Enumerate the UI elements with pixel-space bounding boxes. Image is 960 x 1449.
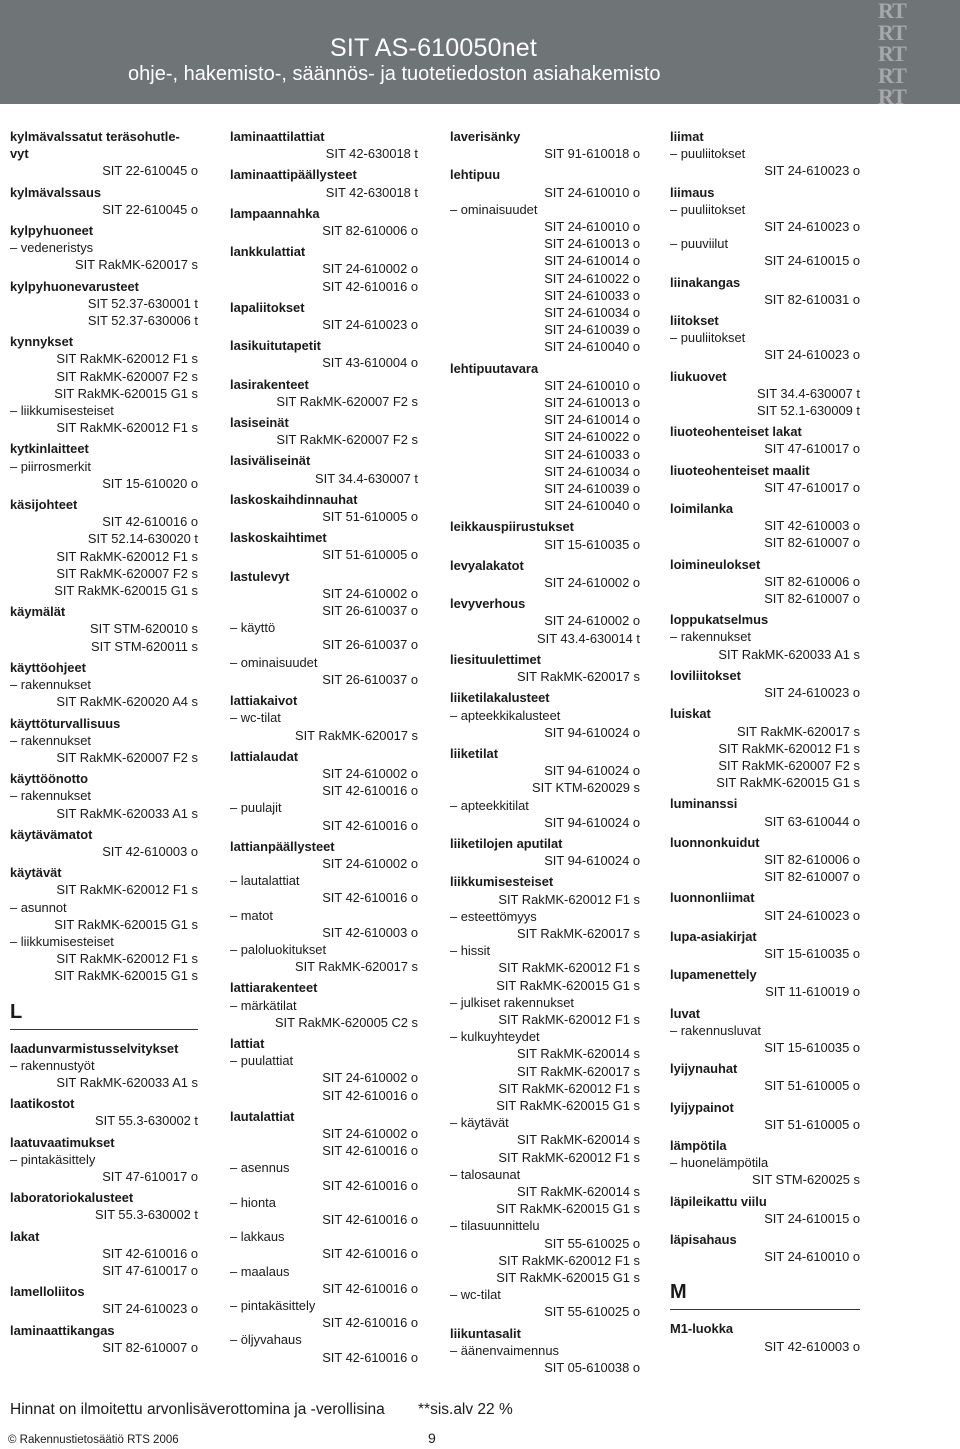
index-reference: SIT 42-610016 o (322, 783, 418, 799)
index-column-4 (670, 128, 860, 1355)
index-reference: SIT 51-610005 o (764, 1116, 860, 1132)
index-term: liesituulettimet (450, 651, 541, 667)
index-term: liuoteohenteiset lakat (670, 424, 802, 440)
index-reference: SIT RakMK-620017 s (295, 727, 418, 743)
index-subterm: – puuliitokset (670, 146, 746, 162)
index-term: luonnonliimat (670, 890, 755, 906)
index-reference: SIT RakMK-620012 F1 s (498, 1252, 640, 1268)
index-reference: SIT 24-610023 o (764, 347, 860, 363)
index-reference: SIT 55-610025 o (544, 1304, 640, 1320)
index-reference: SIT RakMK-620015 G1 s (54, 916, 198, 932)
index-reference: SIT 94-610024 o (544, 763, 640, 779)
index-subterm: – märkätilat (230, 997, 297, 1013)
index-reference: SIT 34.4-630007 t (315, 470, 418, 486)
index-reference: SIT 26-610037 o (322, 637, 418, 653)
index-reference: SIT 55.3-630002 t (95, 1207, 198, 1223)
index-term: käytävät (10, 865, 62, 881)
index-reference: SIT 51-610005 o (322, 509, 418, 525)
index-reference: SIT 24-610033 o (544, 446, 640, 462)
index-term: lupa-asiakirjat (670, 928, 757, 944)
index-reference: SIT 24-610002 o (322, 1125, 418, 1141)
index-reference: SIT 22-610045 o (102, 201, 198, 217)
index-reference: SIT RakMK-620007 F2 s (56, 565, 198, 581)
index-term: lasirakenteet (230, 376, 309, 392)
index-reference: SIT 24-610023 o (322, 317, 418, 333)
index-term: liikuntasalit (450, 1325, 521, 1341)
index-reference: SIT 82-610031 o (764, 291, 860, 307)
index-column-3 (450, 128, 640, 1376)
index-term: käyttöturvallisuus (10, 715, 121, 731)
index-reference: SIT 24-610002 o (544, 613, 640, 629)
page-subtitle: ohje-, hakemisto-, säännös- ja tuotetiedoston asiahakemisto (128, 63, 661, 85)
index-reference: SIT 94-610024 o (544, 724, 640, 740)
index-term: liuoteohenteiset maalit (670, 462, 810, 478)
index-subterm: – lakkaus (230, 1229, 285, 1245)
index-reference: SIT RakMK-620007 F2 s (56, 368, 198, 384)
index-reference: SIT 47-610017 o (102, 1168, 198, 1184)
index-term: laminaattipäällysteet (230, 167, 357, 183)
index-reference: SIT 24-610013 o (544, 395, 640, 411)
index-reference: SIT 24-610022 o (544, 270, 640, 286)
index-reference: SIT 42-610016 o (102, 514, 198, 530)
index-term: lattiakaivot (230, 693, 298, 709)
index-subterm: – käytävät (450, 1115, 509, 1131)
index-reference: SIT KTM-620029 s (532, 780, 640, 796)
index-term: läpisahaus (670, 1231, 737, 1247)
index-subterm: – pintakäsittely (230, 1298, 316, 1313)
index-subterm: – asunnot (10, 899, 67, 915)
index-reference: SIT RakMK-620007 F2 s (718, 757, 860, 773)
index-subterm: – matot (230, 907, 273, 923)
index-reference: SIT 24-610010 o (544, 377, 640, 393)
index-reference: SIT 15-610020 o (102, 475, 198, 491)
section-letter: L (10, 999, 198, 1030)
index-term: lankkulattiat (230, 244, 306, 260)
index-term: liiketilojen aputilat (450, 835, 563, 851)
index-reference: SIT 24-610013 o (544, 236, 640, 252)
index-reference: SIT 42-610016 o (322, 1211, 418, 1227)
index-subterm: – käyttö (230, 620, 276, 636)
index-term: lasiseinät (230, 415, 289, 431)
index-term: kylpyhuoneet (10, 223, 94, 239)
index-reference: SIT 82-610007 o (102, 1339, 198, 1355)
index-term: lehtipuu (450, 167, 501, 183)
index-reference: SIT 43-610004 o (322, 355, 418, 371)
index-reference: SIT 52.37-630001 t (87, 295, 198, 311)
index-reference: SIT RakMK-620015 G1 s (496, 1201, 640, 1217)
index-reference: SIT 47-610017 o (102, 1262, 198, 1278)
index-subterm: – apteekkikalusteet (450, 707, 561, 723)
index-term: liimat (670, 129, 704, 144)
index-term: liukuovet (670, 368, 727, 384)
index-subterm: – puulajit (230, 800, 282, 816)
rt-logo-glyph: RT (878, 0, 906, 23)
index-term: levyalakatot (450, 557, 524, 573)
index-reference: SIT 55-610025 o (544, 1235, 640, 1251)
index-reference: SIT 42-610016 o (102, 1245, 198, 1261)
index-term: loimilanka (670, 501, 734, 517)
index-reference: SIT 42-610016 o (322, 278, 418, 294)
index-subterm: – apteekkitilat (450, 797, 529, 813)
index-term: lakat (10, 1228, 40, 1244)
index-reference: SIT 47-610017 o (764, 441, 860, 457)
index-term: lyijynauhat (670, 1061, 738, 1077)
index-reference: SIT 43.4-630014 t (537, 630, 640, 646)
index-term: liitokset (670, 313, 719, 329)
index-reference: SIT RakMK-620015 G1 s (496, 977, 640, 993)
index-reference: SIT 52.14-630020 t (87, 531, 198, 547)
index-reference: SIT 82-610007 o (764, 869, 860, 885)
index-term: laboratoriokalusteet (10, 1190, 134, 1206)
index-term: loviliitokset (670, 667, 741, 683)
index-reference: SIT 42-610016 o (322, 1143, 418, 1159)
index-reference: SIT RakMK-620015 G1 s (716, 775, 860, 791)
index-reference: SIT 11-610019 o (765, 984, 860, 1000)
rt-logo-glyph: RT (878, 41, 906, 66)
index-subterm: – rakennukset (670, 629, 751, 645)
index-reference: SIT RakMK-620017 s (75, 257, 198, 273)
index-reference: SIT 24-610014 o (544, 412, 640, 428)
index-reference: SIT 47-610017 o (764, 479, 860, 495)
index-subterm: – ominaisuudet (230, 654, 318, 670)
index-reference: SIT 94-610024 o (544, 853, 640, 869)
index-term: laatuvaatimukset (10, 1134, 115, 1150)
index-reference: SIT 24-610002 o (322, 261, 418, 277)
index-reference: SIT RakMK-620014 s (517, 1046, 640, 1062)
index-reference: SIT 51-610005 o (322, 547, 418, 563)
header-banner (0, 0, 960, 109)
index-term: kytkinlaitteet (10, 441, 89, 457)
index-reference: SIT 63-610044 o (764, 813, 860, 829)
index-subterm: – puulattiat (230, 1053, 294, 1069)
index-reference: SIT 24-610040 o (544, 339, 640, 355)
price-note: Hinnat on ilmoitettu arvonlisäverottomina ja -verollisina (10, 1401, 385, 1418)
index-reference: SIT 42-610003 o (102, 843, 198, 859)
index-reference: SIT RakMK-620012 F1 s (498, 1149, 640, 1165)
index-subterm: – rakennustyöt (10, 1057, 95, 1073)
index-subterm: – puuliitokset (670, 330, 746, 346)
index-reference: SIT RakMK-620012 F1 s (56, 882, 198, 898)
index-reference: SIT RakMK-620012 F1 s (718, 740, 860, 756)
index-subterm: – tilasuunnittelu (450, 1218, 540, 1234)
index-term: lampaannahka (230, 205, 320, 221)
index-subterm: – liikkumisesteiset (10, 933, 114, 949)
index-term: lupamenettely (670, 967, 757, 983)
index-reference: SIT 82-610007 o (764, 535, 860, 551)
index-subterm: – huonelämpötila (670, 1155, 769, 1171)
index-term: kylmävalssatut teräsohutle- (10, 129, 180, 144)
index-term: liiketilat (450, 745, 499, 761)
index-reference: SIT 82-610007 o (764, 591, 860, 607)
index-reference: SIT 42-630018 t (325, 184, 418, 200)
index-reference: SIT 52.37-630006 t (87, 313, 198, 329)
index-term: lasiväliseinät (230, 453, 311, 469)
index-term: lehtipuutavara (450, 360, 539, 376)
index-reference: SIT RakMK-620014 s (517, 1132, 640, 1148)
index-subterm: – rakennukset (10, 732, 91, 748)
index-subterm: – maalaus (230, 1263, 290, 1279)
index-reference: SIT 94-610024 o (544, 814, 640, 830)
index-term: luiskat (670, 706, 711, 722)
index-subterm: – paloluokitukset (230, 941, 327, 957)
index-reference: SIT 24-610014 o (544, 253, 640, 269)
index-term: kylpyhuonevarusteet (10, 278, 139, 294)
index-reference: SIT 42-610016 o (322, 890, 418, 906)
index-subterm: – wc-tilat (450, 1287, 501, 1303)
rt-logo-glyph: RT (878, 62, 906, 88)
index-term: liikkumisesteiset (450, 874, 554, 890)
index-reference: SIT 52.1-630009 t (757, 403, 860, 419)
rt-logo (878, 0, 918, 109)
index-reference: SIT RakMK-620017 s (517, 925, 640, 941)
index-reference: SIT 24-610039 o (544, 322, 640, 338)
index-reference: SIT 24-610010 o (544, 219, 640, 235)
index-reference: SIT RakMK-620017 s (737, 723, 860, 739)
index-term: lattianpäällysteet (230, 838, 335, 854)
index-reference: SIT 51-610005 o (764, 1078, 860, 1094)
index-reference: SIT RakMK-620033 A1 s (718, 646, 860, 662)
index-term: laskoskaihtimet (230, 530, 327, 546)
index-reference: SIT 26-610037 o (322, 603, 418, 619)
index-reference: SIT 55.3-630002 t (95, 1113, 198, 1129)
index-reference: SIT RakMK-620012 F1 s (498, 1080, 640, 1096)
index-term: lastulevyt (230, 568, 290, 584)
index-term: käsijohteet (10, 497, 78, 513)
copyright: © Rakennustietosäätiö RTS 2006 (8, 1434, 179, 1446)
index-term: käytävämatot (10, 826, 93, 842)
index-reference: SIT RakMK-620007 F2 s (276, 432, 418, 448)
index-reference: SIT 24-610015 o (764, 253, 860, 269)
index-reference: SIT 42-610003 o (764, 518, 860, 534)
index-reference: SIT RakMK-620015 G1 s (496, 1097, 640, 1113)
index-term: lyijypainot (670, 1099, 734, 1115)
index-term: loimineulokset (670, 556, 761, 572)
index-column-2 (230, 128, 418, 1366)
index-term: lämpötila (670, 1137, 727, 1153)
index-reference: SIT 24-610023 o (102, 1301, 198, 1317)
index-column-1 (10, 128, 198, 1356)
index-subterm: – pintakäsittely (10, 1151, 96, 1167)
index-subterm: – puuviilut (670, 236, 729, 252)
index-reference: SIT 42-630018 t (325, 146, 418, 162)
vat-note: **sis.alv 22 % (418, 1401, 513, 1418)
index-subterm: – lautalattiat (230, 873, 300, 889)
index-reference: SIT RakMK-620015 G1 s (54, 968, 198, 984)
index-term: lamelloliitos (10, 1284, 85, 1300)
index-reference: SIT RakMK-620012 F1 s (56, 548, 198, 564)
index-reference: SIT 15-610035 o (764, 945, 860, 961)
index-term: laminaattilattiat (230, 129, 325, 144)
index-term: lautalattiat (230, 1108, 295, 1124)
index-reference: SIT 24-610002 o (322, 1070, 418, 1086)
index-reference: SIT 24-610034 o (544, 463, 640, 479)
index-reference: SIT RakMK-620017 s (517, 669, 640, 685)
index-term: lattialaudat (230, 748, 299, 764)
index-reference: SIT 42-610016 o (322, 1087, 418, 1103)
index-reference: SIT STM-620011 s (91, 638, 198, 654)
index-subterm: – wc-tilat (230, 710, 281, 726)
index-term: kynnykset (10, 334, 74, 350)
index-subterm: – öljyvahaus (230, 1332, 302, 1348)
index-term: laadunvarmistusselvitykset (10, 1040, 179, 1056)
index-reference: SIT 82-610006 o (322, 223, 418, 239)
index-term: luonnonkuidut (670, 834, 760, 850)
index-reference: SIT 42-610003 o (764, 1338, 860, 1354)
index-reference: SIT 24-610022 o (544, 429, 640, 445)
index-reference: SIT RakMK-620020 A4 s (56, 694, 198, 710)
index-reference: SIT RakMK-620015 G1 s (54, 583, 198, 599)
index-subterm: – piirrosmerkit (10, 458, 91, 474)
index-reference: SIT 24-610002 o (322, 765, 418, 781)
index-subterm: – esteettömyys (450, 908, 537, 924)
index-subterm: – vedeneristys (10, 240, 94, 256)
index-reference: SIT RakMK-620005 C2 s (274, 1014, 418, 1030)
index-term: käyttöönotto (10, 771, 89, 787)
rt-logo-glyph: RT (878, 19, 906, 45)
index-reference: SIT RakMK-620012 F1 s (498, 1011, 640, 1027)
section-letter: M (670, 1279, 860, 1310)
index-term: läpileikattu viilu (670, 1193, 767, 1209)
index-reference: SIT 34.4-630007 t (757, 385, 860, 401)
index-term: vyt (10, 146, 29, 162)
index-reference: SIT 22-610045 o (102, 163, 198, 179)
index-reference: SIT 24-610023 o (764, 907, 860, 923)
index-reference: SIT RakMK-620015 G1 s (54, 385, 198, 401)
index-subterm: – liikkumisesteiset (10, 403, 114, 419)
index-reference: SIT RakMK-620017 s (295, 959, 418, 975)
index-term: liimaus (670, 184, 715, 200)
index-subterm: – rakennukset (10, 677, 91, 693)
index-reference: SIT 24-610040 o (544, 498, 640, 514)
index-subterm: – asennus (230, 1160, 290, 1176)
index-reference: SIT 24-610023 o (764, 219, 860, 235)
index-reference: SIT RakMK-620033 A1 s (56, 1074, 198, 1090)
index-reference: SIT 42-610016 o (322, 1177, 418, 1193)
index-reference: SIT RakMK-620014 s (517, 1183, 640, 1199)
index-reference: SIT STM-620025 s (752, 1172, 860, 1188)
index-term: loppukatselmus (670, 612, 769, 628)
index-reference: SIT RakMK-620017 s (517, 1063, 640, 1079)
index-subterm: – kulkuyhteydet (450, 1029, 540, 1045)
index-reference: SIT RakMK-620012 F1 s (498, 891, 640, 907)
index-term: levyverhous (450, 596, 526, 612)
index-term: laskoskaihdinnauhat (230, 491, 358, 507)
index-reference: SIT RakMK-620012 F1 s (498, 960, 640, 976)
index-reference: SIT 15-610035 o (764, 1039, 860, 1055)
index-reference: SIT 24-610002 o (544, 575, 640, 591)
index-subterm: – puuliitokset (670, 201, 746, 217)
index-reference: SIT 24-610023 o (764, 163, 860, 179)
index-reference: SIT 24-610034 o (544, 305, 640, 321)
index-term: laminaattikangas (10, 1322, 115, 1338)
index-reference: SIT 42-610016 o (322, 1315, 418, 1331)
index-reference: SIT 82-610006 o (764, 851, 860, 867)
index-subterm: – hissit (450, 943, 491, 959)
index-reference: SIT 15-610035 o (544, 536, 640, 552)
index-term: käymälät (10, 604, 66, 620)
index-reference: SIT 24-610002 o (322, 855, 418, 871)
index-reference: SIT 24-610010 o (544, 184, 640, 200)
index-reference: SIT 91-610018 o (544, 146, 640, 162)
index-term: liinakangas (670, 274, 741, 290)
index-reference: SIT 42-610016 o (322, 1246, 418, 1262)
page-title: SIT AS-610050net (330, 34, 538, 62)
index-reference: SIT 42-610016 o (322, 1280, 418, 1296)
index-reference: SIT 24-610023 o (764, 685, 860, 701)
index-term: laverisänky (450, 129, 521, 144)
rt-logo-glyph: RT (878, 84, 906, 109)
index-reference: SIT 24-610039 o (544, 481, 640, 497)
index-term: kylmävalssaus (10, 184, 102, 200)
index-subterm: – äänenvaimennus (450, 1342, 559, 1358)
index-reference: SIT 05-610038 o (544, 1360, 640, 1376)
index-reference: SIT 24-610033 o (544, 287, 640, 303)
index-subterm: – hionta (230, 1194, 276, 1210)
index-reference: SIT 42-610003 o (322, 924, 418, 940)
index-term: lapaliitokset (230, 299, 305, 315)
index-subterm: – ominaisuudet (450, 201, 538, 217)
index-reference: SIT STM-620010 s (90, 621, 198, 637)
index-reference: SIT RakMK-620012 F1 s (56, 951, 198, 967)
index-reference: SIT 82-610006 o (764, 573, 860, 589)
index-reference: SIT RakMK-620007 F2 s (56, 749, 198, 765)
index-term: käyttöohjeet (10, 659, 86, 675)
index-reference: SIT RakMK-620007 F2 s (276, 393, 418, 409)
index-reference: SIT RakMK-620033 A1 s (56, 805, 198, 821)
index-term: lattiarakenteet (230, 980, 318, 996)
index-term: liiketilakalusteet (450, 690, 550, 706)
index-reference: SIT RakMK-620015 G1 s (496, 1270, 640, 1285)
index-term: M1-luokka (670, 1321, 734, 1337)
index-subterm: – rakennusluvat (670, 1022, 762, 1038)
index-reference: SIT 24-610010 o (764, 1249, 860, 1265)
index-term: luvat (670, 1005, 701, 1021)
index-term: lattiat (230, 1035, 265, 1051)
index-term: laatikostot (10, 1096, 75, 1112)
index-reference: SIT 26-610037 o (322, 671, 418, 687)
index-subterm: – julkiset rakennukset (450, 994, 574, 1010)
index-term: leikkauspiirustukset (450, 519, 574, 535)
page-number: 9 (428, 1430, 436, 1446)
index-reference: SIT 24-610015 o (764, 1210, 860, 1226)
index-reference: SIT 42-610016 o (322, 817, 418, 833)
index-reference: SIT 24-610002 o (322, 585, 418, 601)
index-reference: SIT RakMK-620012 F1 s (56, 420, 198, 436)
index-reference: SIT RakMK-620012 F1 s (56, 351, 198, 367)
index-subterm: – talosaunat (450, 1166, 521, 1182)
index-reference: SIT 42-610016 o (322, 1349, 418, 1365)
index-subterm: – rakennukset (10, 788, 91, 804)
index-term: luminanssi (670, 796, 738, 812)
index-term: lasikuitutapetit (230, 338, 321, 354)
